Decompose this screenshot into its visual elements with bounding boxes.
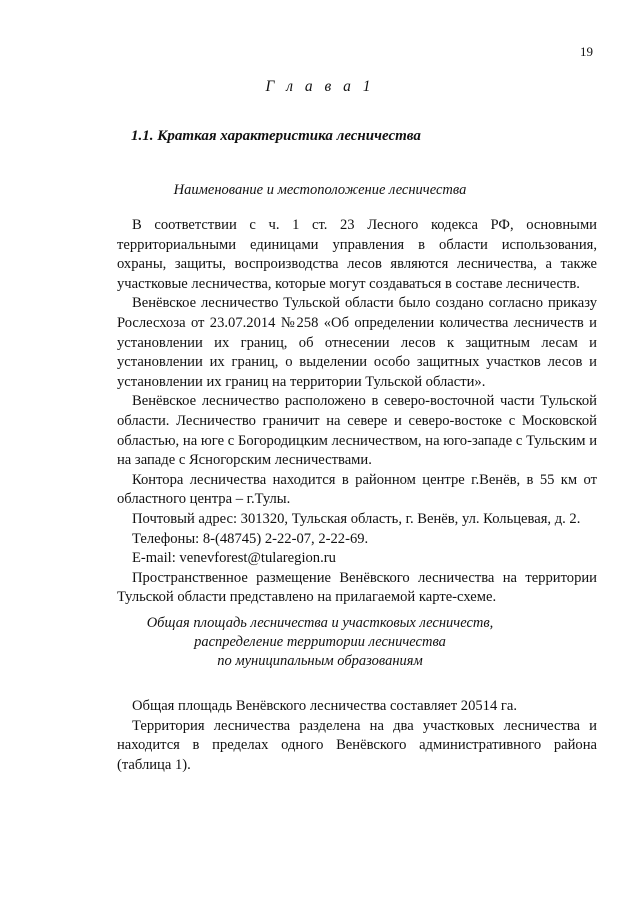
section-title: 1.1. Краткая характеристика лесничества <box>131 128 421 144</box>
body-text-location <box>117 216 597 608</box>
paragraph-phones: Телефоны: 8-(48745) 2-22-07, 2-22-69. <box>132 530 369 547</box>
paragraph: Венёвское лесничество расположено в северо-восточной части Тульской области. Лесничество граничит на севере и северо-востоке с Московской областью, на юге с Богородицким лесничеством, на юго-западе с Тульским и на западе с Ясногорским лесничествами. <box>117 393 597 469</box>
subsection-title-area <box>0 614 640 671</box>
paragraph-email: E-mail: venevforest@tularegion.ru <box>132 550 336 567</box>
paragraph: Венёвское лесничество Тульской области было создано согласно приказу Рослесхоза от 23.07.2014 №258 «Об определении количества лесничеств и установлении их границ, об отнесении лесов к защитным лесам и установлении их границ, о выделении особо защитных участков лесов и установлении их границ на территории Тульской области». <box>117 295 597 390</box>
paragraph: Контора лесничества находится в районном центре г.Венёв, в 55 км от областного центра – г.Тулы. <box>117 471 597 508</box>
page-number: 19 <box>580 44 593 59</box>
paragraph: Территория лесничества разделена на два участковых лесничества и находится в пределах одного Венёвского административного района (таблица 1). <box>117 717 597 773</box>
paragraph-postal-address: Почтовый адрес: 301320, Тульская область, г. Венёв, ул. Кольцевая, д. 2. <box>132 510 581 527</box>
paragraph-total-area: Общая площадь Венёвского лесничества составляет 20514 га. <box>132 698 518 714</box>
subsection-title-location: Наименование и местоположение лесничества <box>173 182 467 198</box>
chapter-heading: Г л а в а 1 <box>265 78 375 95</box>
subsection-title-line: распределение территории лесничества <box>194 634 446 650</box>
body-text-area <box>117 697 597 775</box>
subsection-title-line: по муниципальным образованиям <box>217 653 423 669</box>
paragraph: Пространственное размещение Венёвского лесничества на территории Тульской области представлено на прилагаемой карте-схеме. <box>117 569 597 606</box>
paragraph: В соответствии с ч. 1 ст. 23 Лесного кодекса РФ, основными территориальными единицами управления в области использования, охраны, защиты, воспроизводства лесов являются лесничества, а также участковые лесничества, которые могут создаваться в составе лесничеств. <box>117 217 597 292</box>
subsection-title-line: Общая площадь лесничества и участковых лесничеств, <box>146 615 494 631</box>
